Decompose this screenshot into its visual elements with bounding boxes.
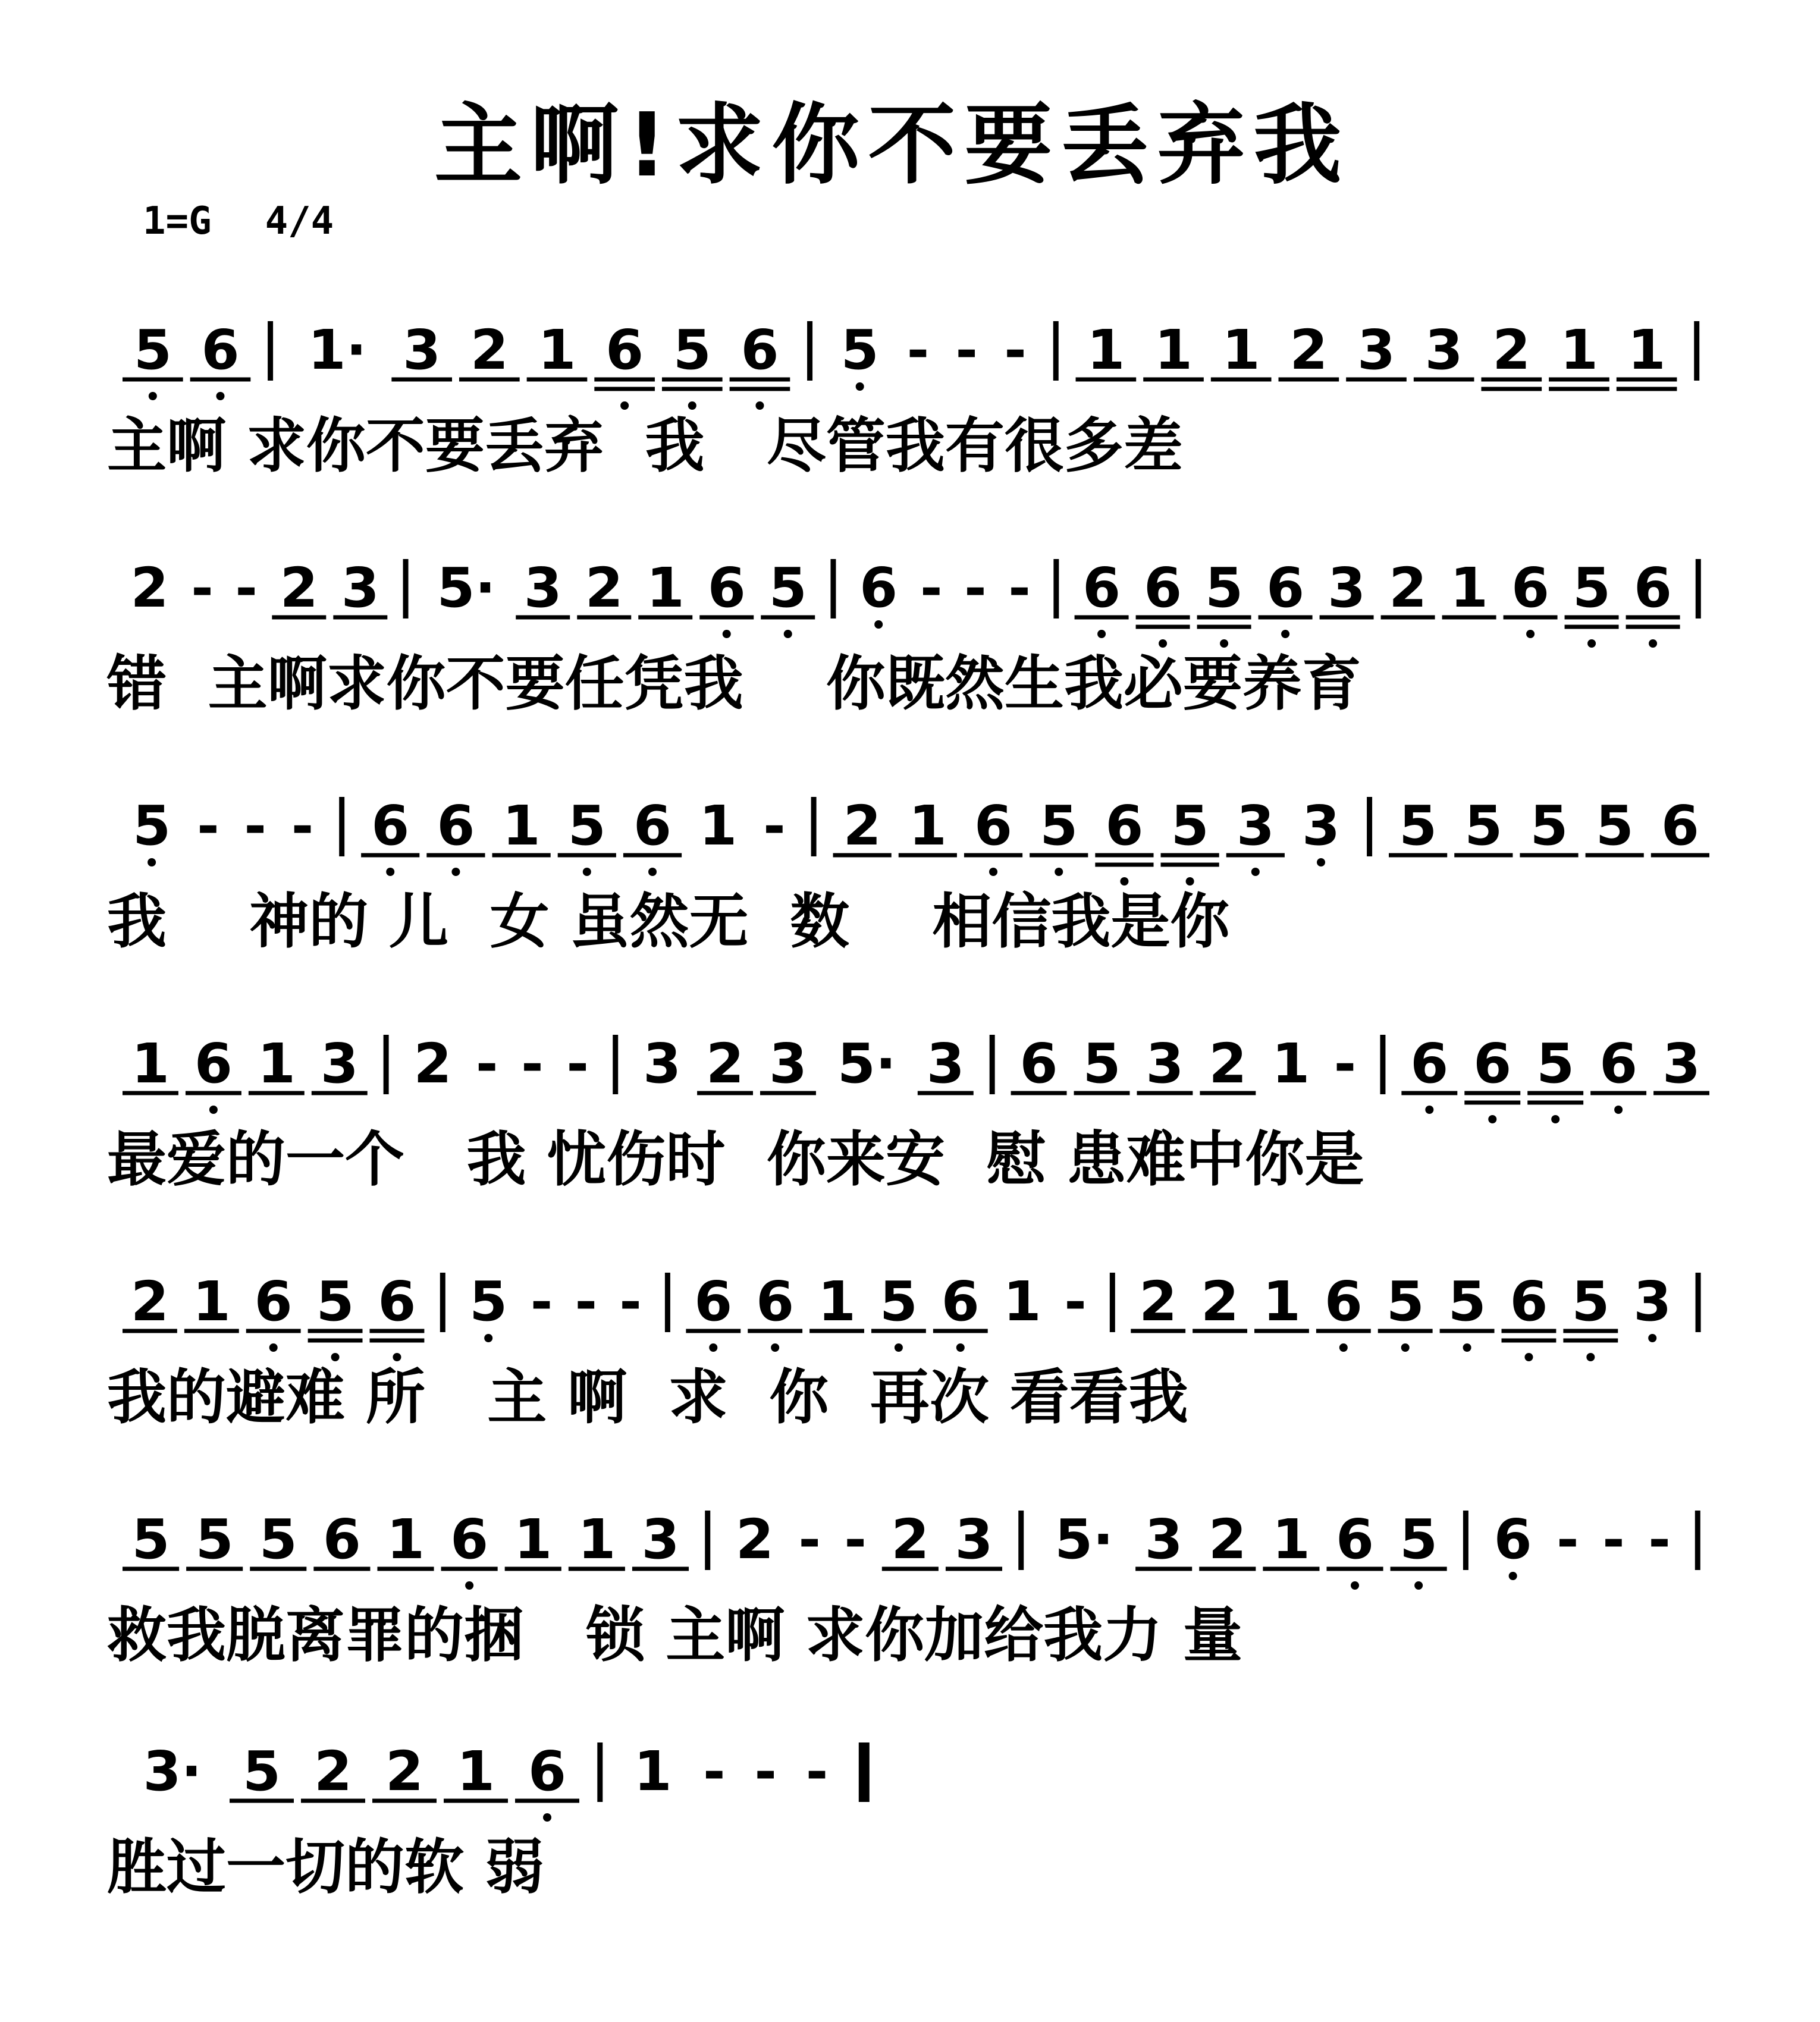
note: 6 [1511,556,1550,620]
time-signature: 4/4 [265,199,334,243]
note: 6 [1410,1032,1449,1095]
note: 1 [1272,1508,1310,1571]
octave-dot [1186,877,1194,886]
dash-note: - [244,795,266,858]
note: 6 [450,1508,489,1571]
note: 3 [1633,1270,1672,1333]
dash-note: - [475,1033,498,1095]
note: 5 [1573,556,1611,620]
note: 5 [1171,794,1209,858]
note: 1 [1154,318,1193,382]
note: 5 [1530,794,1568,858]
note: 6 [694,1270,733,1333]
dash-note: - [754,1741,777,1803]
octave-dot [465,1581,473,1590]
octave-dot [784,630,792,638]
octave-dot [1317,858,1325,866]
note: 6 [1324,1270,1363,1333]
note: 2 [1209,1032,1247,1095]
note: 3 [1662,1032,1701,1095]
note: 6 [1661,794,1699,858]
dash-note: - [1557,1509,1579,1571]
note: 6 [707,556,746,620]
note: 3 [403,318,441,382]
note: 5 [1399,1508,1438,1571]
note: 5 [1040,794,1078,858]
dash-note: - [1648,1509,1671,1571]
note: 6 [633,794,672,858]
dash-note: - [805,1741,829,1803]
lyric-line: 胜过一切的软 弱 [107,1832,544,1902]
note: 2 [280,556,318,620]
octave-dot [723,630,731,638]
dash-note: - [566,1033,589,1095]
note: 6 [528,1740,567,1803]
note: 1 [192,1270,231,1333]
note: 3 [341,556,379,620]
note: 6 [1473,1032,1512,1095]
dash-note: - [1008,557,1031,620]
note: 2 [1201,1270,1240,1333]
dash-note: - [235,557,258,620]
note: 3 [1302,794,1341,858]
note: 1 [502,794,541,858]
dash-note: - [575,1271,597,1333]
note: 6 [371,794,410,858]
note: 1 [1003,1270,1041,1333]
note: 2 [1139,1270,1178,1333]
note: 6 [1510,1270,1548,1333]
octave-dot [1587,639,1596,648]
octave-dot [989,868,997,876]
dash-note: - [920,557,943,620]
octave-dot [583,868,591,876]
octave-dot [1339,1343,1348,1352]
note: 6 [1266,556,1305,620]
note: 3 [1236,794,1275,858]
note: 3 [1146,1032,1184,1095]
note: 1 [818,1270,856,1333]
note: 5 [1448,1270,1486,1333]
octave-dot [755,401,764,410]
octave-dot [1351,1581,1359,1590]
lyric-line: 错 主啊求你不要任凭我 你既然生我必要养育 [107,649,1361,718]
note: 2 [130,1270,169,1333]
note: 2 [1289,318,1328,382]
note: 2 [585,556,623,620]
note: 2 [413,1032,452,1095]
dash-note: - [619,1271,642,1333]
note: 2 [130,556,169,620]
note: 2 [385,1740,424,1803]
octave-dot [1251,868,1260,876]
note: 5 [1595,794,1634,858]
note: 5 [1536,1032,1575,1095]
note: 6 [605,318,644,382]
note: 3 [926,1032,965,1095]
note: 1 [1262,1270,1301,1333]
note: 3· [143,1740,202,1803]
note: 6 [201,318,240,382]
octave-dot [956,1343,965,1352]
note: 5 [195,1508,234,1571]
note: 6 [1336,1508,1375,1571]
note: 1 [1222,318,1260,382]
note: 3 [1144,1508,1183,1571]
note: 6 [859,556,898,620]
octave-dot [1281,630,1289,638]
octave-dot [386,868,394,876]
note: 5 [879,1270,918,1333]
note: 3 [1328,556,1366,620]
octave-dot [1055,868,1063,876]
octave-dot [1414,1581,1423,1590]
note: 5· [437,556,496,620]
note: 6 [740,318,779,382]
octave-dot [1097,630,1106,638]
note: 6 [254,1270,293,1333]
note: 6 [1019,1032,1058,1095]
octave-dot [269,1343,278,1352]
note: 5 [1571,1270,1610,1333]
dash-note: - [798,1509,821,1571]
note: 5 [567,794,606,858]
octave-dot [1614,1106,1623,1114]
note: 1 [1627,318,1666,382]
octave-dot [1524,1353,1533,1361]
dash-note: - [763,795,786,858]
note: 3 [641,1508,680,1571]
lyric-line: 最爱的一个 我 忧伤时 你来安 慰 患难中你是 [107,1125,1364,1194]
note: 5 [1082,1032,1121,1095]
octave-dot [543,1813,551,1822]
note: 6 [437,794,475,858]
note: 5 [133,794,171,858]
octave-dot [331,1353,340,1361]
octave-dot [1120,877,1128,886]
dash-note: - [1333,1033,1357,1095]
note: 1 [514,1508,553,1571]
note: 6 [974,794,1013,858]
octave-dot [1425,1106,1433,1114]
dash-note: - [291,795,314,858]
octave-dot [1649,639,1657,648]
dash-note: - [964,557,987,620]
note: 5 [1386,1270,1424,1333]
octave-dot [620,401,629,410]
octave-dot [709,1343,717,1352]
dash-note: - [1602,1509,1625,1571]
octave-dot [1551,1115,1559,1123]
note: 1 [1559,318,1598,382]
note: 1 [699,794,738,858]
dash-note: - [1064,1271,1087,1333]
octave-dot [1159,639,1167,648]
note: 2 [891,1508,930,1571]
note: 1 [646,556,685,620]
note: 2 [1492,318,1531,382]
dash-note: - [703,1741,726,1803]
note: 5 [673,318,711,382]
note: 3 [768,1032,807,1095]
octave-dot [1488,1115,1496,1123]
dash-note: - [191,557,214,620]
octave-dot [1509,1572,1517,1580]
song-title: 主啊!求你不要丢弃我 [434,94,1350,196]
octave-dot [771,1343,779,1352]
note: 6 [941,1270,980,1333]
note: 5· [837,1032,896,1095]
note: 1 [908,794,947,858]
note: 6 [322,1508,361,1571]
note: 2 [1208,1508,1247,1571]
note: 6 [378,1270,416,1333]
octave-dot [1526,630,1535,638]
note: 5 [840,318,879,382]
note: 5 [133,318,172,382]
note: 3 [523,556,562,620]
octave-dot [149,392,157,400]
note: 5 [1464,794,1503,858]
note: 3 [1424,318,1463,382]
note: 5 [131,1508,170,1571]
note: 1 [257,1032,296,1095]
octave-dot [1648,1334,1656,1342]
note: 5 [768,556,807,620]
note: 1 [131,1032,170,1095]
dash-note: - [906,319,930,382]
note: 3 [320,1032,359,1095]
note: 3 [955,1508,993,1571]
note: 1 [1272,1032,1310,1095]
note: 5 [1205,556,1244,620]
lyric-line: 救我脱离罪的捆 锁 主啊 求你加给我力 量 [107,1600,1242,1670]
note: 5· [1055,1508,1114,1571]
note: 6 [194,1032,233,1095]
note: 1 [538,318,576,382]
key-signature: 1=G [143,199,212,243]
note: 5 [1399,794,1438,858]
note: 3 [1357,318,1396,382]
octave-dot [1463,1343,1471,1352]
note: 1 [633,1740,672,1803]
note: 6 [1634,556,1672,620]
note: 2 [735,1508,774,1571]
note: 6 [1144,556,1182,620]
note: 2 [1389,556,1427,620]
note: 6 [756,1270,795,1333]
dash-note: - [955,319,978,382]
octave-dot [648,868,657,876]
note: 1 [1087,318,1125,382]
note: 1· [307,318,367,382]
note: 1 [578,1508,616,1571]
octave-dot [148,858,156,866]
octave-dot [484,1334,492,1342]
note: 2 [313,1740,353,1803]
note: 1 [1450,556,1489,620]
note: 1 [456,1740,495,1803]
note: 6 [1599,1032,1638,1095]
dash-note: - [530,1271,553,1333]
note: 5 [242,1740,281,1803]
octave-dot [393,1353,401,1361]
octave-dot [451,868,460,876]
note: 5 [469,1270,508,1333]
note: 1 [387,1508,425,1571]
lyric-line: 主啊 求你不要丢弃 我 尽管我有很多差 [107,411,1183,481]
dash-note: - [844,1509,867,1571]
octave-dot [1401,1343,1410,1352]
octave-dot [1220,639,1228,648]
note: 2 [843,794,881,858]
octave-dot [1586,1353,1595,1361]
note: 2 [470,318,509,382]
note: 5 [259,1508,297,1571]
octave-dot [209,1106,218,1114]
lyric-line: 我 神的 儿 女 虽然无 数 相信我是你 [107,887,1230,956]
note: 2 [706,1032,745,1095]
octave-dot [216,392,224,400]
note: 5 [316,1270,354,1333]
lyric-line: 我的避难 所 主 啊 求 你 再次 看看我 [107,1362,1188,1432]
octave-dot [688,401,696,410]
note: 6 [1105,794,1144,858]
octave-dot [895,1343,903,1352]
octave-dot [874,620,883,629]
note: 6 [1082,556,1121,620]
dash-note: - [521,1033,544,1095]
octave-dot [856,382,864,391]
note: 3 [643,1032,682,1095]
dash-note: - [197,795,219,858]
note: 6 [1493,1508,1532,1571]
dash-note: - [1004,319,1027,382]
